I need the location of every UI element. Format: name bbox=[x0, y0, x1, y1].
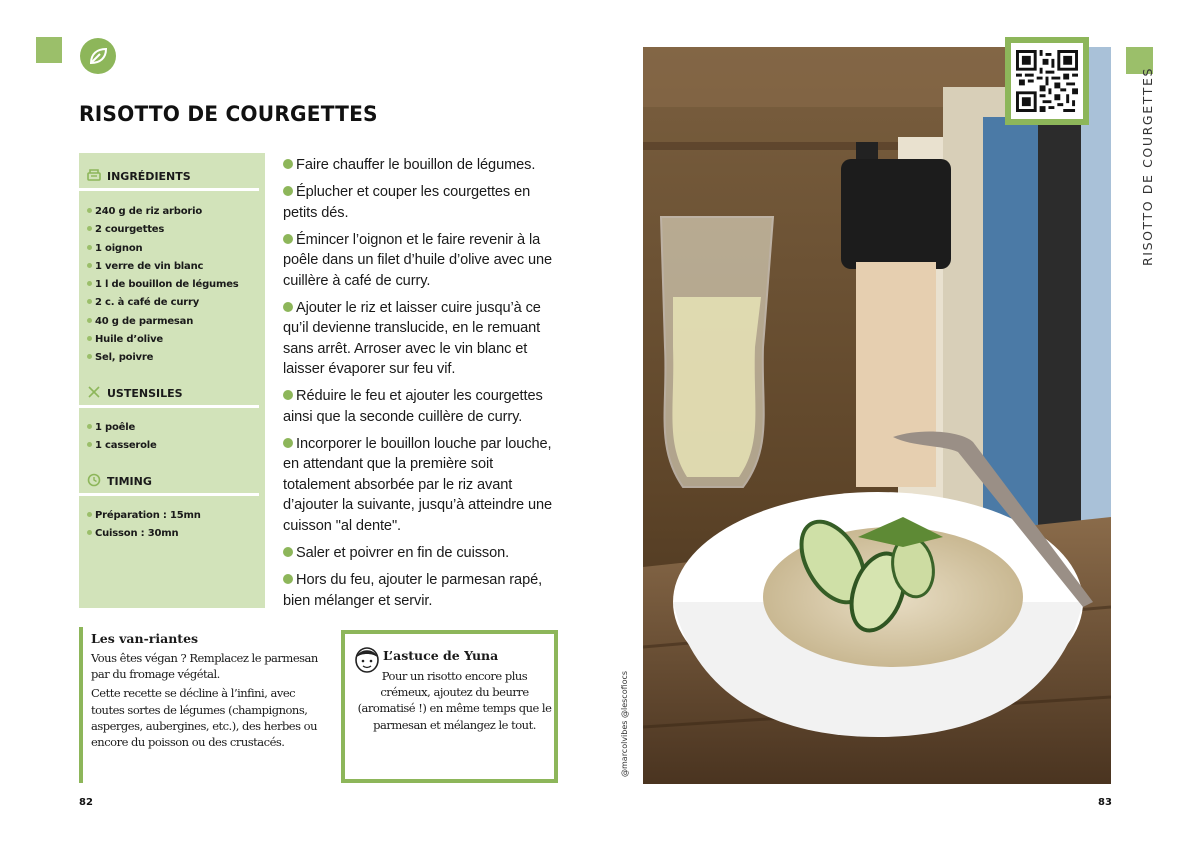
bullet-icon bbox=[283, 438, 293, 448]
step-item bbox=[283, 570, 563, 611]
recipe-steps bbox=[283, 155, 563, 618]
bullet-icon bbox=[283, 234, 293, 244]
side-title: RISOTTO DE COURGETTES bbox=[1140, 67, 1155, 266]
utensils-header bbox=[87, 385, 183, 402]
step-text: Réduire le feu et ajouter les courgettes ainsi que la seconde cuillère de curry. bbox=[283, 388, 543, 425]
list-item: 240 g de riz arborio bbox=[87, 203, 239, 221]
page-number-right: 83 bbox=[1098, 797, 1112, 808]
utensils-list bbox=[87, 419, 157, 456]
list-item: Huile d’olive bbox=[87, 331, 239, 349]
utensils-heading: USTENSILES bbox=[107, 387, 183, 400]
divider bbox=[79, 405, 259, 408]
variants-paragraph: Cette recette se décline à l’infini, avec toutes sortes de légumes (champignons, asperges, aubergines, etc.), des herbes ou encore du poisson ou des crustacés. bbox=[91, 686, 318, 750]
page-title: RISOTTO DE COURGETTES bbox=[79, 102, 378, 126]
variants-paragraph: Vous êtes végan ? Remplacez le parmesan par du fromage végétal. bbox=[91, 651, 318, 682]
list-item: 1 l de bouillon de légumes bbox=[87, 276, 239, 294]
step-text: Faire chauffer le bouillon de légumes. bbox=[296, 157, 536, 173]
leaf-icon bbox=[80, 38, 116, 74]
corner-marker bbox=[36, 37, 62, 63]
step-item bbox=[283, 230, 563, 292]
ingredients-list bbox=[87, 203, 239, 368]
risotto-photo bbox=[643, 47, 1111, 784]
divider bbox=[79, 188, 259, 191]
timing-heading: TIMING bbox=[107, 475, 152, 488]
qr-code-box[interactable] bbox=[1005, 37, 1089, 125]
step-text: Émincer l’oignon et le faire revenir à la poêle dans un filet d’huile d’olive avec une cuillère à café de curry. bbox=[283, 231, 553, 289]
step-item bbox=[283, 182, 563, 223]
step-text: Ajouter le riz et laisser cuire jusqu’à ce qu’il devienne translucide, en le remuant sans arrêt. Arroser avec le vin blanc et laisser évaporer sur feu vif. bbox=[283, 299, 541, 378]
clock-icon bbox=[87, 473, 101, 490]
step-text: Éplucher et couper les courgettes en petits dés. bbox=[283, 184, 531, 221]
list-item: 2 c. à café de curry bbox=[87, 294, 239, 312]
ingredients-header bbox=[87, 168, 191, 185]
timing-header bbox=[87, 473, 152, 490]
bullet-icon bbox=[283, 574, 293, 584]
step-text: Incorporer le bouillon louche par louche, en attendant que la première soit totalement absorbée par le riz avant d’ajouter la suivante, jusqu’à atteindre une cuisson "al dente". bbox=[283, 435, 553, 534]
fork-knife-icon bbox=[87, 385, 101, 402]
divider bbox=[79, 493, 259, 496]
bullet-icon bbox=[283, 302, 293, 312]
tip-title: L’astuce de Yuna bbox=[383, 648, 499, 663]
photo-credit: @marcolvibes @lescofiocs bbox=[620, 670, 629, 777]
list-item: Préparation : 15mn bbox=[87, 507, 201, 525]
bullet-icon bbox=[283, 159, 293, 169]
page-number-left: 82 bbox=[79, 797, 93, 808]
tip-box bbox=[341, 630, 558, 783]
step-item bbox=[283, 386, 563, 427]
step-item bbox=[283, 434, 563, 537]
qr-code-icon[interactable] bbox=[1011, 43, 1083, 119]
list-item: 1 verre de vin blanc bbox=[87, 258, 239, 276]
list-item: 2 courgettes bbox=[87, 221, 239, 239]
step-text: Hors du feu, ajouter le parmesan rapé, bien mélanger et servir. bbox=[283, 572, 543, 609]
step-text: Saler et poivrer en fin de cuisson. bbox=[296, 545, 510, 562]
tip-text: Pour un risotto encore plus crémeux, ajoutez du beurre (aromatisé !) en même temps que le parmesan et mélangez le tout. bbox=[357, 669, 552, 732]
bullet-icon bbox=[283, 547, 293, 557]
ingredients-heading: INGRÉDIENTS bbox=[107, 170, 191, 183]
step-item bbox=[283, 543, 563, 564]
step-item bbox=[283, 298, 563, 380]
variants-box bbox=[79, 627, 319, 783]
bullet-icon bbox=[283, 186, 293, 196]
list-item: Sel, poivre bbox=[87, 349, 239, 367]
list-item: 1 oignon bbox=[87, 240, 239, 258]
list-item: Cuisson : 30mn bbox=[87, 525, 201, 543]
step-item bbox=[283, 155, 563, 176]
variants-title: Les van-riantes bbox=[91, 631, 199, 646]
list-item: 1 casserole bbox=[87, 437, 157, 455]
bullet-icon bbox=[283, 390, 293, 400]
list-item: 40 g de parmesan bbox=[87, 313, 239, 331]
list-item: 1 poêle bbox=[87, 419, 157, 437]
ingredients-panel bbox=[79, 153, 265, 608]
timing-list bbox=[87, 507, 201, 544]
basket-icon bbox=[87, 168, 101, 185]
